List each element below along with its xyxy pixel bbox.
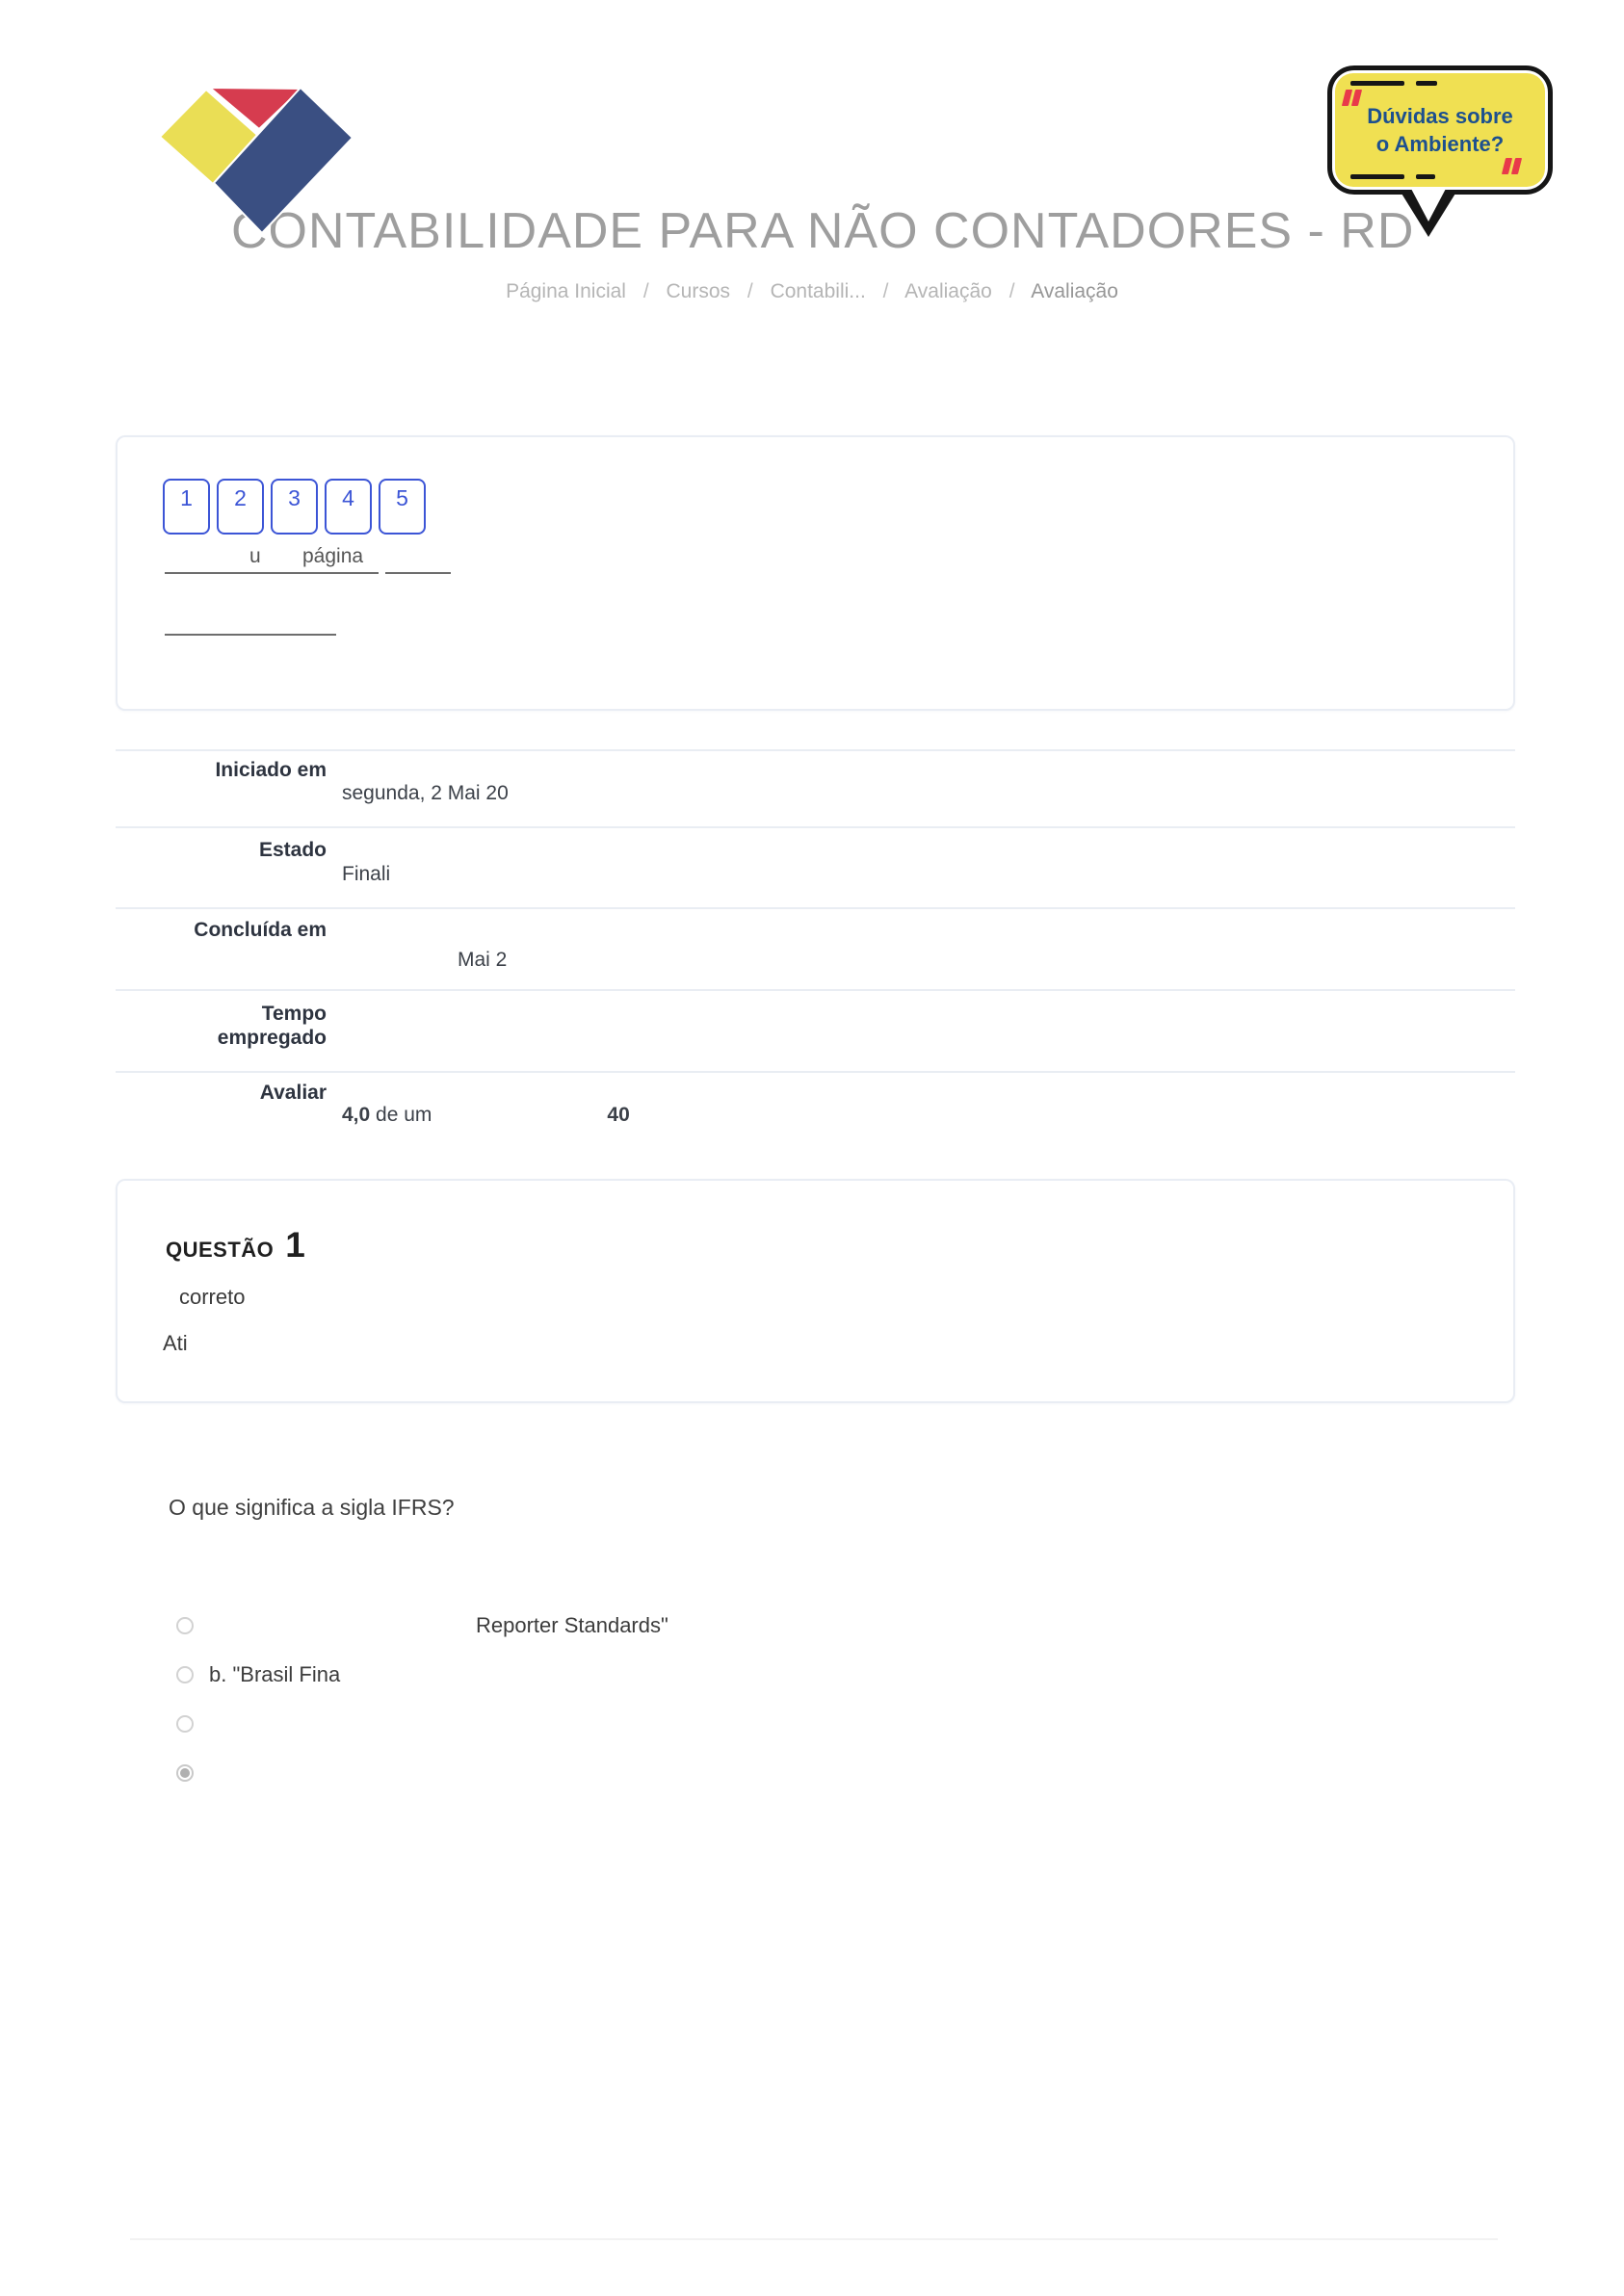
question-nav-button-4[interactable]: 4 [325,479,372,535]
radio-button-selected-icon[interactable] [176,1764,194,1782]
question-grade-fragment: Ati [163,1331,188,1355]
breadcrumb-home-link[interactable]: Página Inicial [506,280,626,302]
summary-label-grade: Avaliar [259,1082,327,1104]
dash-decoration [1350,174,1404,179]
row-divider [116,989,1515,991]
dash-decoration [1350,81,1404,86]
question-nav-button-2[interactable]: 2 [217,479,264,535]
show-one-page-link-rule[interactable] [385,545,451,574]
summary-value-grade [342,1104,630,1127]
row-divider [116,749,1515,751]
question-text: O que significa a sigla IFRS? [169,1495,455,1520]
breadcrumb-separator: / [747,280,753,302]
help-bubble-background [1335,73,1545,187]
page-title: CONTABILIDADE PARA NÃO CONTADORES - RD [231,203,1415,259]
question-header-label: QUESTÃO [166,1238,275,1262]
dash-decoration [1416,174,1435,179]
finish-review-link-rule[interactable] [165,607,336,636]
close-quote-icon [1504,158,1520,174]
help-bubble-line2: o Ambiente? [1375,132,1505,156]
radio-button-icon[interactable] [176,1666,194,1683]
breadcrumb-current: Avaliação [1031,280,1118,302]
grade-value: 4,0 [342,1104,371,1126]
answer-option-b[interactable] [176,1650,668,1699]
breadcrumb-separator: / [642,280,649,302]
quiz-navigation-boxes [163,479,426,535]
row-divider [116,826,1515,828]
question-header [166,1225,305,1265]
grade-percent: 40 [607,1104,630,1126]
link-fragment: u [249,545,261,567]
summary-label-started: Iniciado em [215,759,327,781]
question-info-card [116,1179,1515,1403]
summary-label-completed: Concluída em [194,919,327,941]
help-bubble[interactable] [1327,65,1553,195]
breadcrumb-course-link[interactable]: Contabili... [770,280,866,302]
row-divider [116,1071,1515,1073]
bubble-tail [1410,187,1447,222]
row-divider [116,907,1515,909]
quiz-navigation-card [116,435,1515,711]
link-fragment: página [302,545,364,567]
dash-decoration [1416,81,1437,86]
summary-value-state: Finali [342,863,391,885]
show-one-page-link[interactable] [165,545,379,574]
breadcrumb-separator: / [1008,280,1015,302]
grade-mid-text: de um [370,1104,432,1126]
answer-options [176,1601,668,1797]
question-status: correto [179,1285,246,1309]
radio-button-icon[interactable] [176,1617,194,1634]
help-bubble-line1: Dúvidas sobre [1367,104,1513,128]
breadcrumb-courses-link[interactable]: Cursos [666,280,731,302]
answer-option-d[interactable] [176,1748,668,1797]
question-nav-button-3[interactable]: 3 [271,479,318,535]
question-number: 1 [285,1225,305,1265]
breadcrumb-separator: / [882,280,889,302]
summary-value-completed: Mai 2 [458,949,508,971]
answer-option-c[interactable] [176,1699,668,1748]
help-bubble-text [1335,102,1545,158]
summary-label-state: Estado [258,839,327,861]
summary-value-started: segunda, 2 Mai 20 [342,782,509,804]
answer-option-a[interactable] [176,1601,668,1650]
bottom-divider [130,2238,1498,2240]
radio-button-icon[interactable] [176,1715,194,1733]
answer-option-b-label[interactable]: b. "Brasil Fina [209,1661,341,1686]
course-logo-diamond-icon [158,86,356,238]
summary-label-time-taken: Tempo empregado [217,1003,327,1049]
breadcrumb-quiz-link[interactable]: Avaliação [904,280,992,302]
question-nav-button-1[interactable]: 1 [163,479,210,535]
question-nav-button-5[interactable]: 5 [379,479,426,535]
answer-option-a-label[interactable]: Reporter Standards" [476,1612,668,1637]
breadcrumb [0,280,1624,303]
